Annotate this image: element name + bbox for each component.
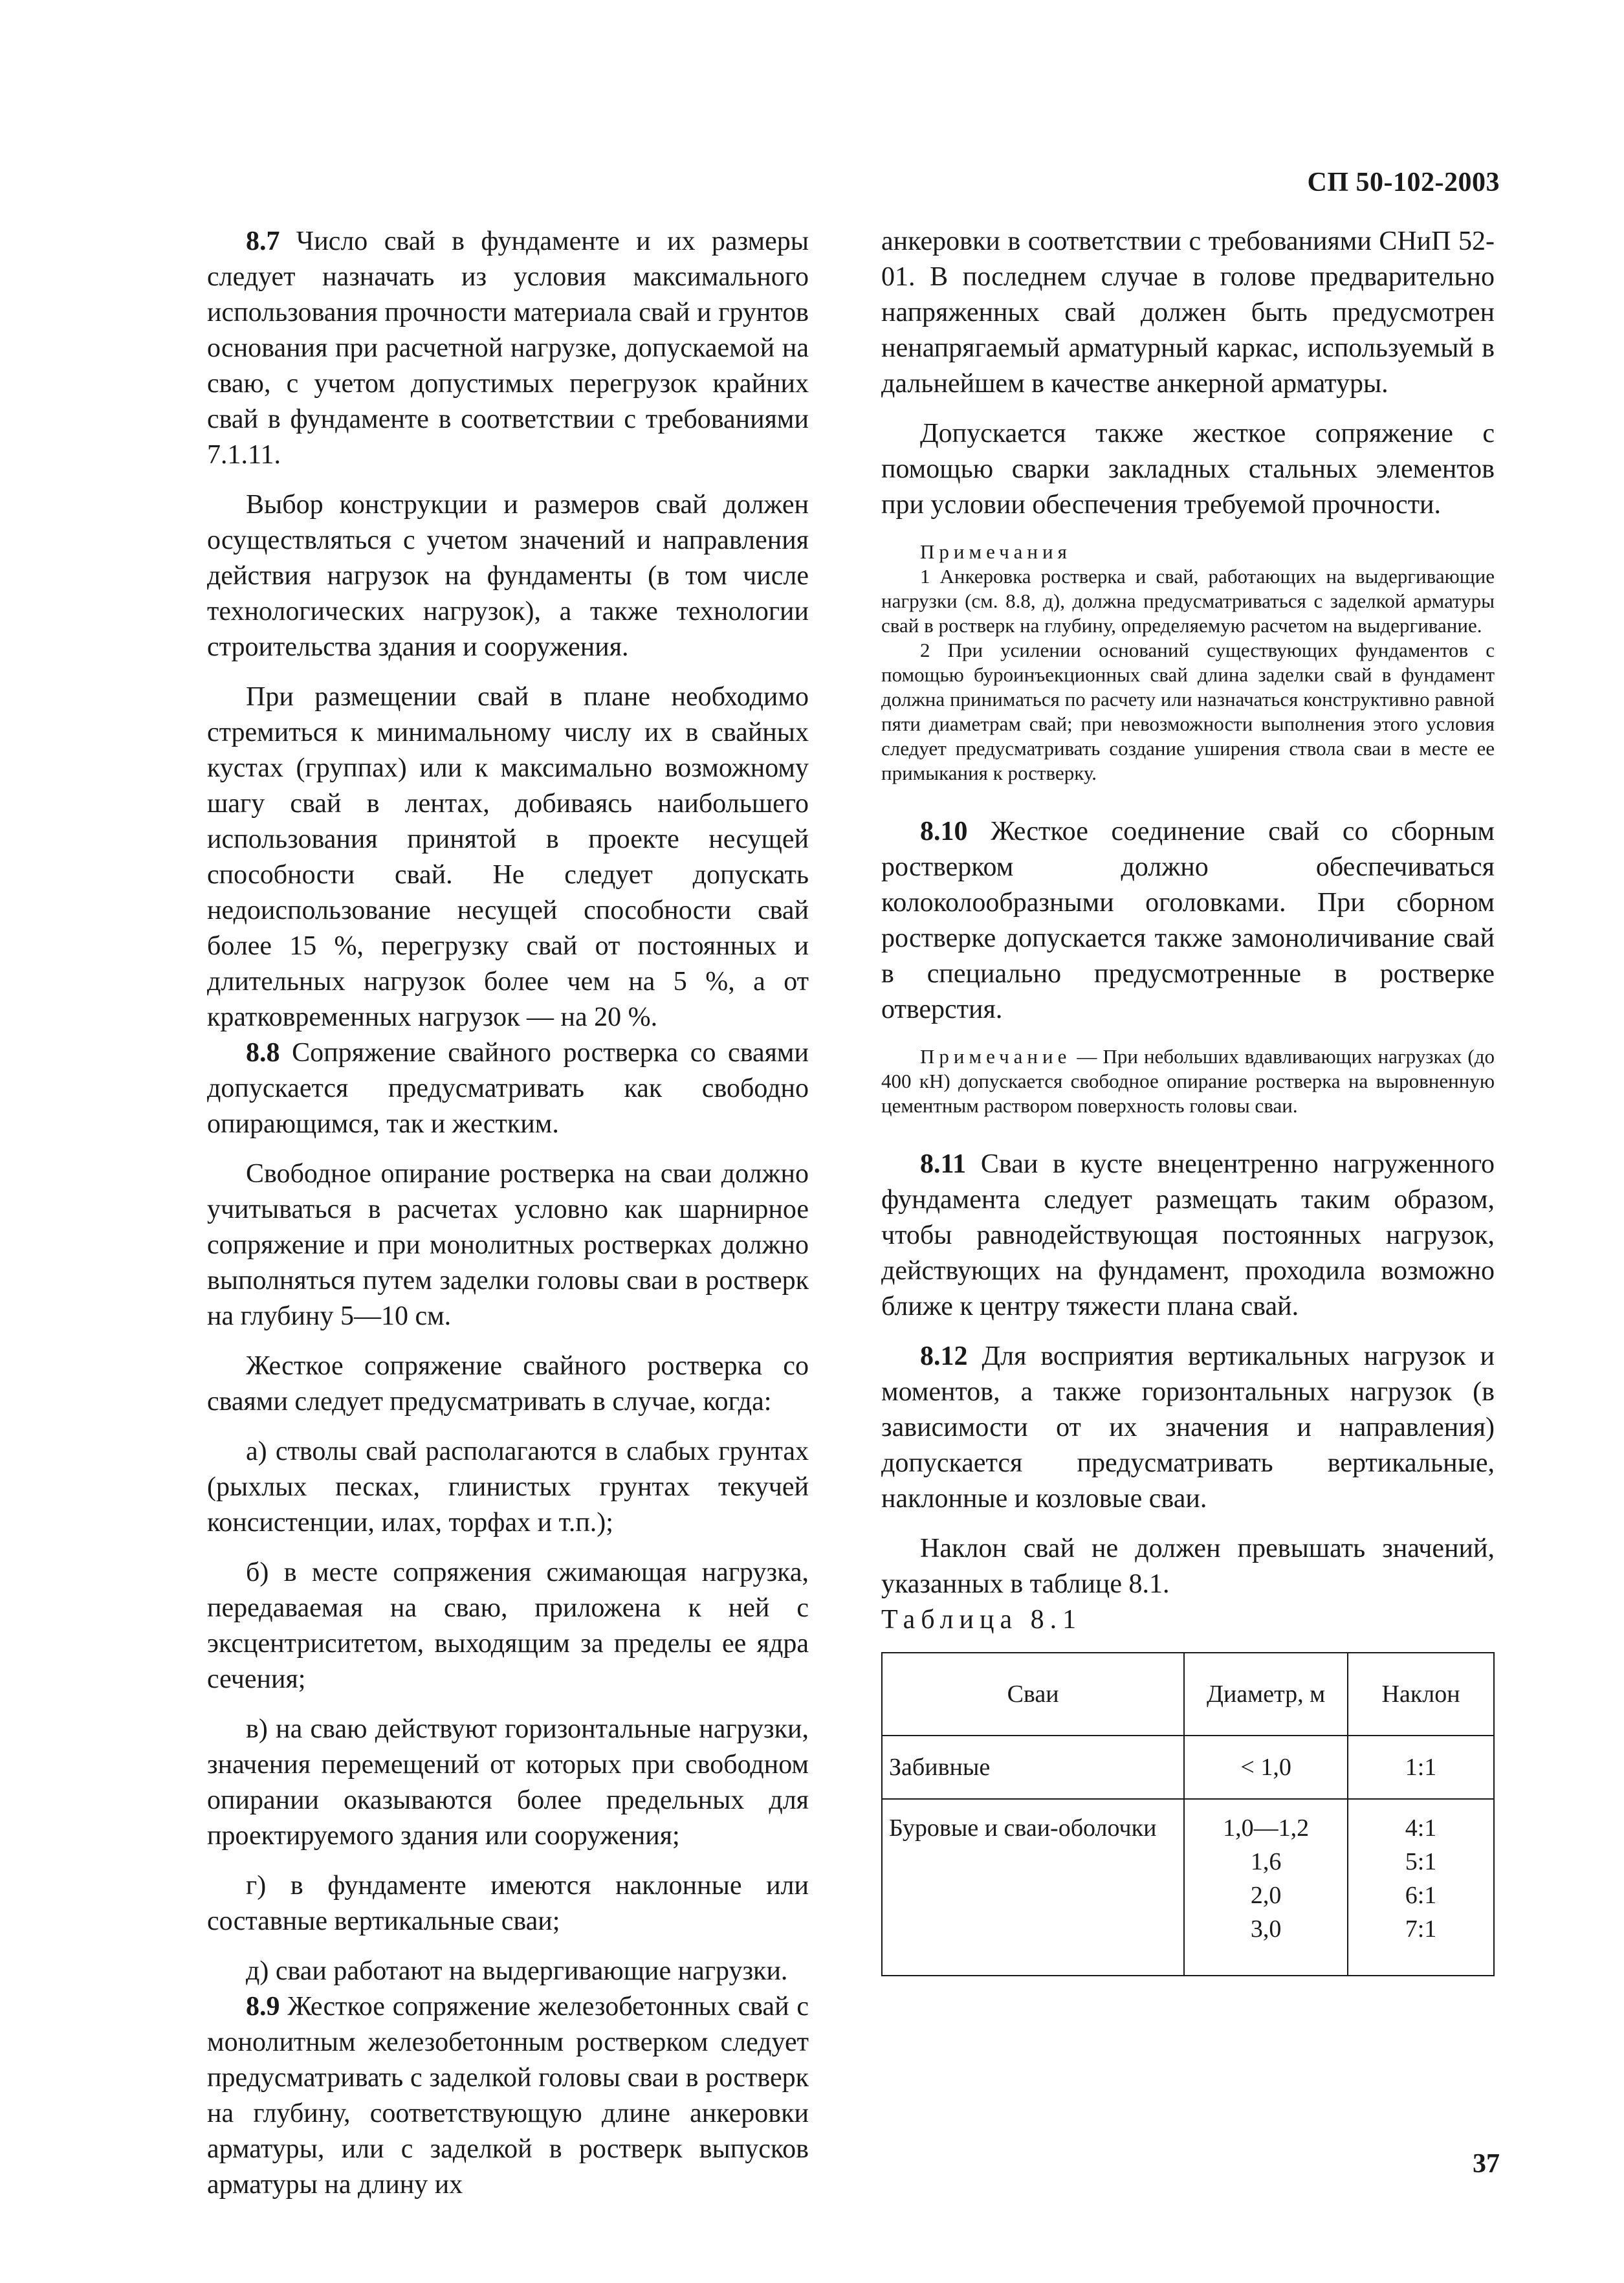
list-item-b: б) в месте сопряжения сжимающая нагрузка, передаваемая на сваю, приложена к ней с эксцентриситетом, выходящим за пределы ее ядра сечения;: [207, 1558, 809, 1694]
section-number: 8.7: [246, 226, 280, 256]
diameter-value: 1,0—1,2: [1223, 1814, 1310, 1842]
paragraph-text: Сопряжение свайного ростверка со сваями допускается предусматривать как свободно опирающимся, так и жестким.: [207, 1038, 809, 1139]
list-item-g: г) в фундаменте имеются наклонные или составные вертикальные сваи;: [207, 1871, 809, 1936]
running-header: СП 50-102-2003: [1307, 168, 1500, 197]
paragraph: При размещении свай в плане необходимо стремиться к минимальному числу их в свайных кустах (группах) или к максимально возможному шагу свай в лентах, добиваясь наибольшего использования принятой в проекте несущей способности свай. Не следует допускать недоиспользование несущей способности свай более 15 %, перегрузку свай от постоянных и длительных нагрузок более чем на 5 %, а от кратковременных нагрузок — на 20 %.: [207, 682, 809, 1032]
table-header-row: [882, 1653, 1494, 1736]
section-8-8: [207, 1035, 809, 1142]
diameter-value: 2,0: [1250, 1882, 1282, 1909]
cell-slope: 1:1: [1348, 1736, 1494, 1799]
list-item-v: в) на сваю действуют горизонтальные нагрузки, значения перемещений от которых при свободном опирании оказываются более предельных для проектируемого здания или сооружения;: [207, 1714, 809, 1851]
table-row: [882, 1799, 1494, 1976]
section-8-10: [881, 814, 1495, 1028]
section-number: 8.12: [920, 1341, 968, 1371]
paragraph: Выбор конструкции и размеров свай должен осуществляться с учетом значений и направления действия нагрузок на фундаменты (в том числе технологических нагрузок), а также технологии строительства здания и сооружения.: [207, 490, 809, 662]
list-item-d: д) сваи работают на выдергивающие нагрузки.: [246, 1956, 788, 1986]
slope-value: 7:1: [1405, 1915, 1437, 1943]
cell-slopes: [1348, 1799, 1494, 1976]
section-8-12: [881, 1339, 1495, 1517]
header-slope: Наклон: [1348, 1653, 1494, 1736]
note-1: 1 Анкеровка ростверка и свай, работающих на выдергивающие нагрузки (см. 8.8, д), должна предусматриваться с заделкой арматуры свай в ростверк на глубину, определяемую расчетом на выдергивание.: [881, 565, 1495, 637]
section-number: 8.11: [920, 1149, 967, 1179]
slope-value: 4:1: [1405, 1814, 1437, 1842]
cell-type: Забивные: [882, 1736, 1184, 1799]
note-text: — При небольших вдавливающих нагрузках (до 400 кН) допускается свободное опирание ростверка на выровненную цементным раствором поверхность головы сваи.: [881, 1045, 1495, 1117]
left-column: [207, 224, 809, 2203]
paragraph: Жесткое сопряжение свайного ростверка со сваями следует предусматривать в случае, когда:: [207, 1351, 809, 1417]
slope-value: 6:1: [1405, 1882, 1437, 1909]
paragraph-text: Жесткое соединение свай со сборным ростверком должно обеспечиваться колоколообразными оголовками. При сборном ростверке допускается также замоноличивание свай в специально предусмотренные в ростверке отверстия.: [881, 817, 1495, 1024]
paragraph-text: Жесткое сопряжение железобетонных свай с монолитным железобетонным ростверком следует предусматривать с заделкой головы сваи в ростверк на глубину, соответствующую длине анкеровки арматуры, или с заделкой в ростверк выпусков арматуры на длину их: [207, 1992, 809, 2200]
note-label: Примечание: [920, 1045, 1071, 1068]
diameter-value: 3,0: [1250, 1915, 1282, 1943]
list-item-a: а) стволы свай располагаются в слабых грунтах (рыхлых песках, глинистых грунтах текучей консистенции, илах, торфах и т.п.);: [207, 1437, 809, 1538]
slope-value: 5:1: [1405, 1848, 1437, 1875]
section-number: 8.9: [246, 1992, 280, 2022]
paragraph-continued: анкеровки в соответствии с требованиями СНиП 52-01. В последнем случае в голове предварительно напряженных свай должен быть предусмотрен ненапрягаемый арматурный каркас, используемый в дальнейшем в качестве анкерной арматуры.: [881, 226, 1495, 399]
paragraph: Свободное опирание ростверка на сваи должно учитываться в расчетах условно как шарнирное сопряжение и при монолитных ростверках должно выполняться путем заделки головы сваи в ростверк на глубину 5—10 см.: [207, 1159, 809, 1331]
table-caption: Таблица 8.1: [881, 1605, 1082, 1635]
paragraph-text: Число свай в фундаменте и их размеры следует назначать из условия максимального использования прочности материала свай и грунтов основания при расчетной нагрузке, допускаемой на сваю, с учетом допустимых перегрузок крайних свай в фундаменте в соответствии с требованиями 7.1.11.: [207, 226, 809, 470]
note-3: [881, 1044, 1495, 1118]
note-2: 2 При усилении оснований существующих фундаментов с помощью буроинъекционных свай длина заделки свай в фундамент должна приниматься по расчету или назначаться конструктивно равной пяти диаметрам свай; при невозможности выполнения этого условия следует предусматривать создание уширения ствола сваи в месте ее примыкания к ростверку.: [881, 639, 1495, 784]
right-column: [881, 224, 1495, 1976]
section-8-9: [207, 1989, 809, 2203]
cell-diameters: [1184, 1799, 1348, 1976]
paragraph-text: Сваи в кусте внецентренно нагруженного фундамента следует размещать таким образом, чтобы равнодействующая постоянных нагрузок, действующих на фундамент, проходила возможно ближе к центру тяжести плана свай.: [881, 1149, 1495, 1321]
diameter-value: 1,6: [1250, 1848, 1282, 1875]
cell-type: Буровые и сваи-оболочки: [882, 1799, 1184, 1976]
paragraph: Наклон свай не должен превышать значений, указанных в таблице 8.1.: [881, 1534, 1495, 1599]
cell-diameter: < 1,0: [1184, 1736, 1348, 1799]
paragraph: Допускается также жесткое сопряжение с помощью сварки закладных стальных элементов при условии обеспечения требуемой прочности.: [881, 419, 1495, 520]
header-diameter: Диаметр, м: [1184, 1653, 1348, 1736]
page-number: 37: [1473, 2149, 1500, 2179]
header-piles: Сваи: [882, 1653, 1184, 1736]
section-8-11: [881, 1147, 1495, 1325]
section-number: 8.8: [246, 1038, 280, 1068]
paragraph-text: Для восприятия вертикальных нагрузок и моментов, а также горизонтальных нагрузок (в зависимости от их значения и направления) допускается предусматривать вертикальные, наклонные и козловые сваи.: [881, 1341, 1495, 1514]
pile-slope-table: [881, 1652, 1495, 1976]
notes-title: Примечания: [920, 540, 1071, 563]
section-8-7: [207, 224, 809, 473]
table-row: [882, 1736, 1494, 1799]
section-number: 8.10: [920, 817, 968, 846]
